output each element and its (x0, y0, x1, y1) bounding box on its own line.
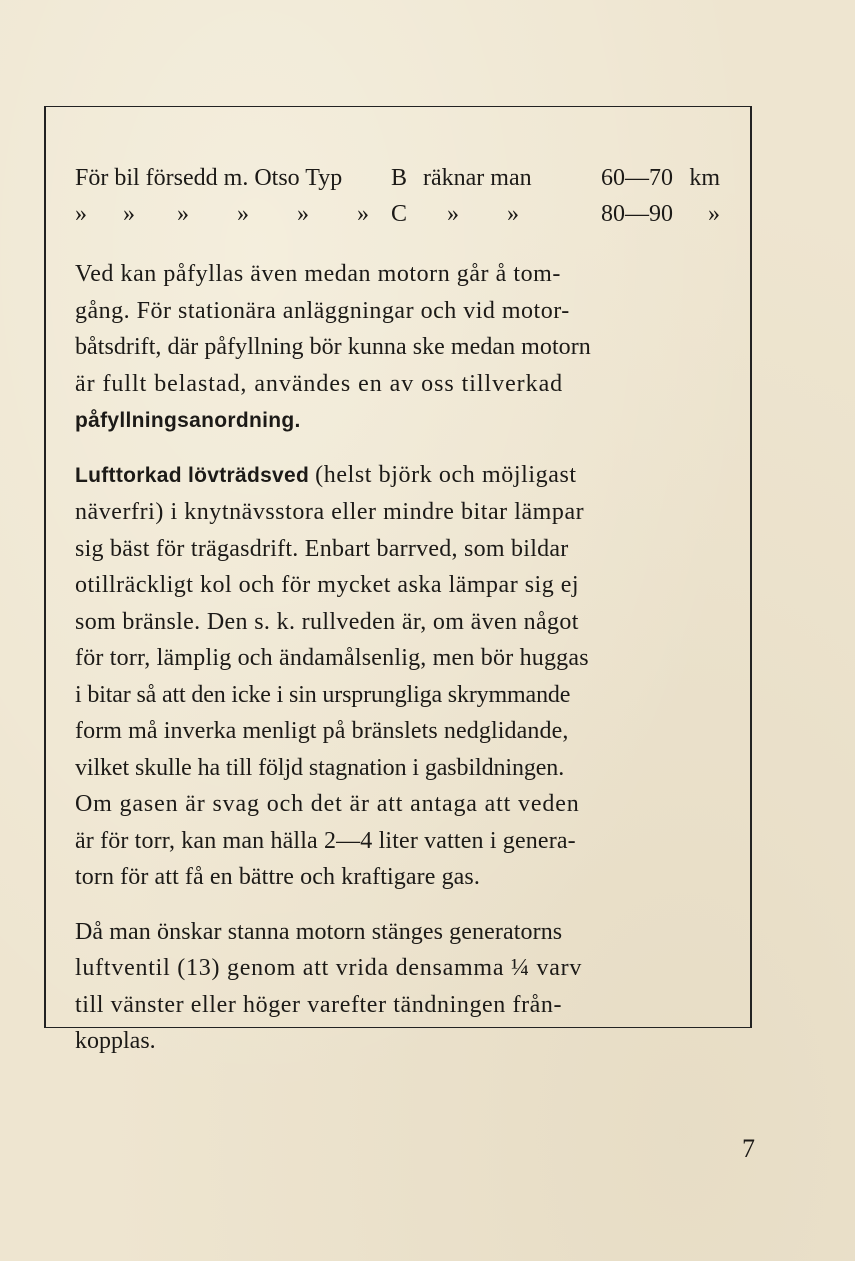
text-line: är för torr, kan man hälla 2—4 liter vatten i genera- (75, 827, 576, 854)
text-line: båtsdrift, där påfyllning bör kunna ske medan motorn (75, 334, 591, 360)
text-line: till vänster eller höger varefter tändningen från- (75, 991, 563, 1018)
page-number: 7 (742, 1134, 755, 1163)
row-middle: räknar man (423, 165, 532, 191)
bold-term: påfyllningsanordning. (75, 409, 301, 432)
ditto-mark-end: » (708, 201, 720, 227)
page-content (75, 160, 720, 1060)
range-value: 60—70 (601, 165, 673, 191)
paragraph-fuel-refill (75, 256, 720, 440)
text-line: otillräckligt kol och för mycket aska lämpar sig ej (75, 572, 580, 598)
consumption-table (75, 160, 720, 232)
text-line: (helst björk och möjligast (315, 461, 577, 488)
text-line: luftventil (13) genom att vrida densamma ¼ varv (75, 955, 583, 981)
text-line: gång. För stationära anläggningar och vid motor- (75, 297, 570, 324)
text-line: för torr, lämplig och ändamålsenlig, men bör huggas (75, 645, 589, 671)
text-line: Om gasen är svag och det är att antaga att veden (75, 791, 580, 817)
unit-label: km (689, 165, 720, 191)
ditto-mark: » (123, 201, 135, 227)
type-label: B (391, 165, 408, 191)
type-label: C (391, 201, 408, 227)
ditto-mark: » (177, 201, 189, 227)
bold-term: Lufttorkad lövträdsved (75, 463, 310, 487)
ditto-mark: » (447, 201, 459, 227)
text-line: form må inverka menligt på bränslets nedglidande, (75, 718, 569, 744)
ditto-mark: » (75, 201, 87, 227)
text-line: sig bäst för trägasdrift. Enbart barrved, som bildar (75, 535, 569, 562)
text-line: vilket skulle ha till följd stagnation i gasbildningen. (75, 754, 565, 781)
text-line: Då man önskar stanna motorn stänges generatorns (75, 918, 563, 945)
row-prefix: För bil försedd m. Otso Typ (75, 165, 343, 191)
text-line: är fullt belastad, användes en av oss tillverkad (75, 370, 564, 397)
ditto-marks (75, 196, 391, 232)
text-line: näverfri) i knytnävsstora eller mindre bitar lämpar (75, 499, 585, 525)
consumption-row-c (75, 196, 720, 232)
paragraph-wood-fuel (75, 457, 720, 896)
text-line: i bitar så att den icke i sin ursprungliga skrymmande (75, 681, 571, 708)
text-line: Ved kan påfyllas även medan motorn går å tom- (75, 261, 561, 287)
ditto-mark: » (357, 201, 369, 227)
ditto-mark: » (297, 201, 309, 227)
ditto-mark: » (237, 201, 249, 227)
text-line: torn för att få en bättre och kraftigare gas. (75, 864, 480, 890)
text-line: kopplas. (75, 1028, 156, 1054)
paragraph-stopping-motor (75, 914, 720, 1060)
ditto-mark: » (507, 201, 519, 227)
text-line: som bränsle. Den s. k. rullveden är, om även något (75, 608, 579, 635)
consumption-row-b (75, 160, 720, 196)
range-value: 80—90 (601, 201, 673, 227)
ditto-marks-mid (423, 196, 601, 232)
